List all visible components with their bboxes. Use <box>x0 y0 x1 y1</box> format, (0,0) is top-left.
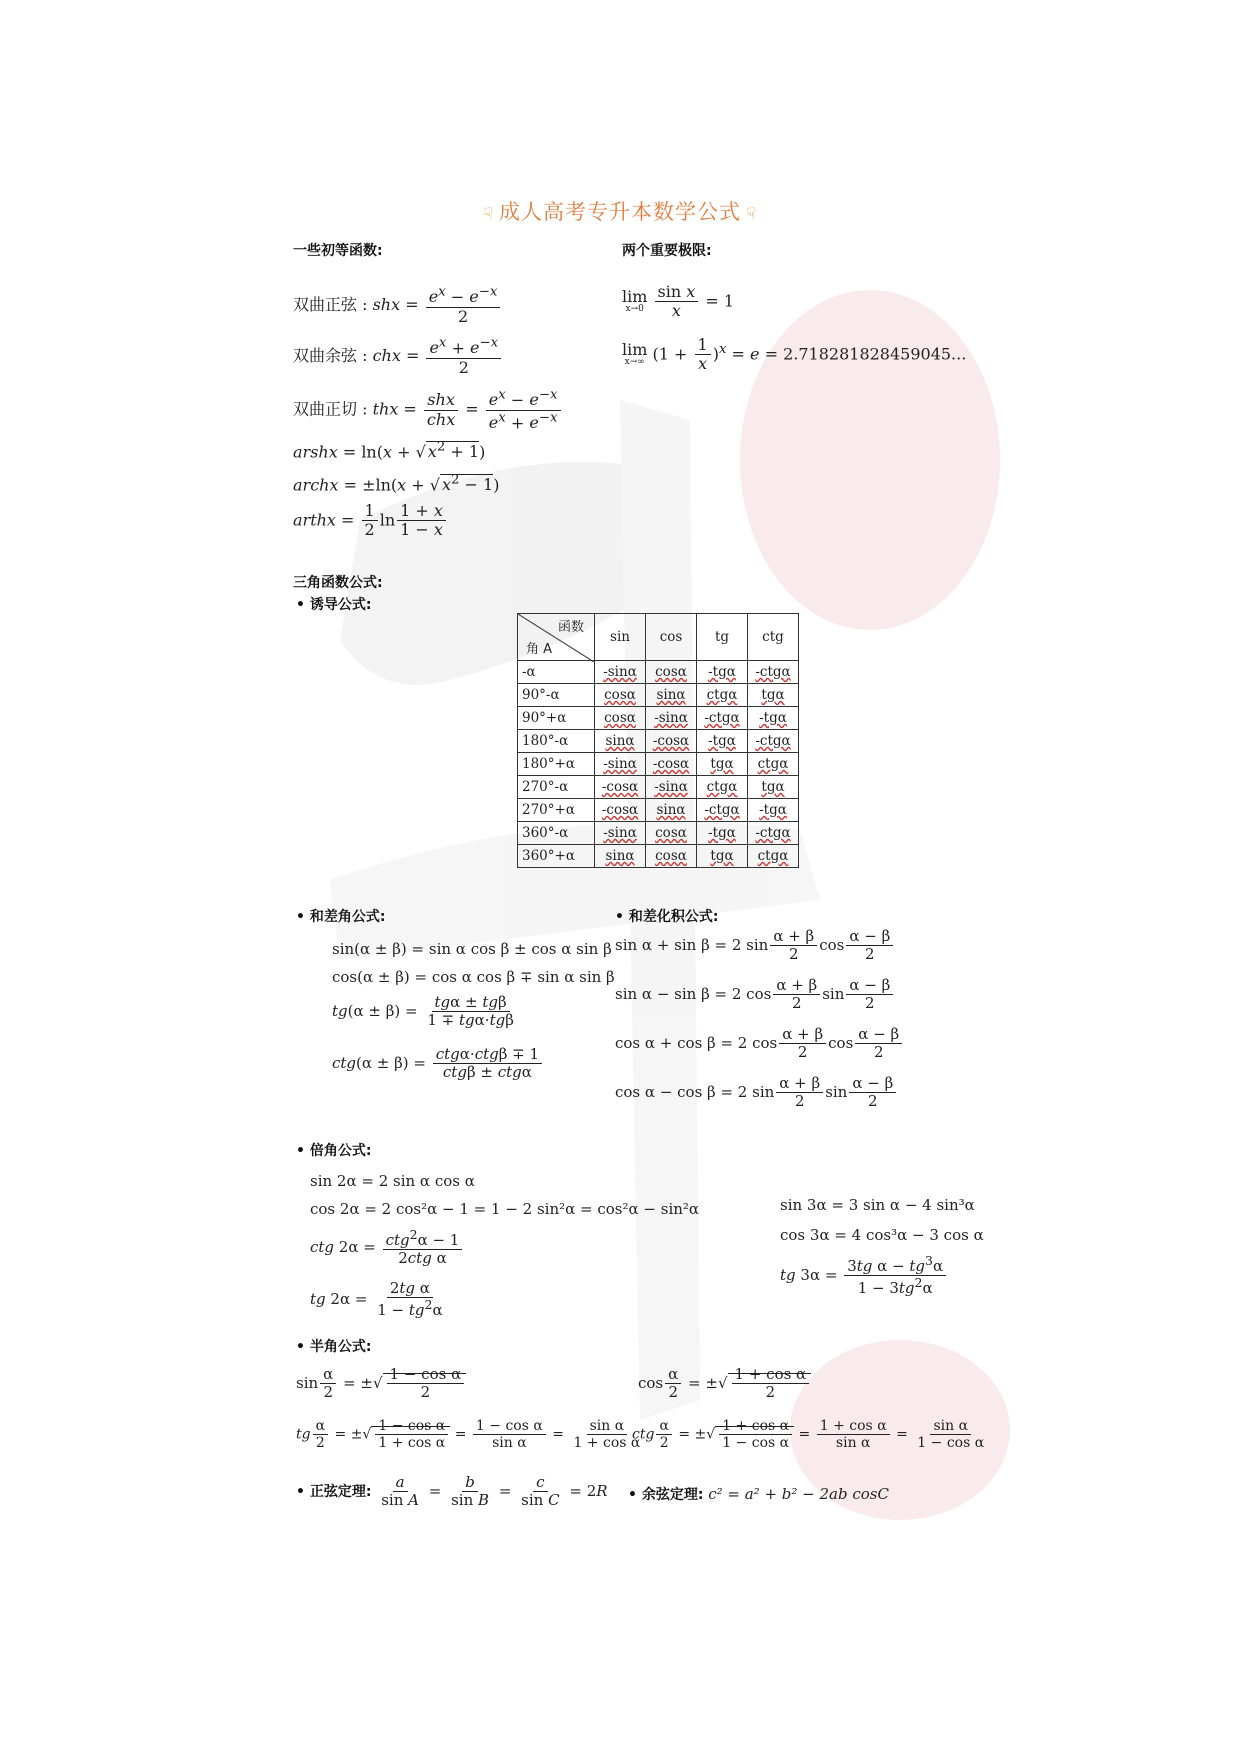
formula-tg-half: tg $\frac{\alpha}{2}$ = ±√ $\frac{\text{1 − cos α}}{\text{1 + cos α}}$ = $\frac{\text{1 − cos α}}{\text{sin α}}$ = $\frac{\text{sin α}}{\text{1 + cos α}}$ <box>296 1418 641 1452</box>
table-cell <box>646 707 697 730</box>
section-important-limits: 两个重要极限: <box>622 243 712 259</box>
formula-sin2a: sin 2α = 2 sin α cos α <box>310 1172 475 1190</box>
formula-tg2a: tg 2α = $\frac{\text{2tg α}}{1 - tg^2\alpha}$ <box>310 1279 443 1320</box>
table-cell <box>595 730 646 753</box>
induction-table <box>517 613 799 868</box>
column-header: cos <box>646 614 697 661</box>
corner-label-function: 函数 <box>557 620 584 635</box>
formula-sin-minus-sin: sin α − sin β = 2 cos $\frac{\alpha + \beta}{2}$ sin $\frac{\alpha - \beta}{2}$ <box>615 977 895 1013</box>
cell-value: cosα <box>655 848 687 864</box>
cell-value: -cosα <box>652 733 690 749</box>
label-sine-law: • 正弦定理: <box>296 1483 372 1500</box>
label-cosh: 双曲余弦 <box>293 346 358 366</box>
cell-value: -ctgα <box>755 733 791 749</box>
row-angle: 180°-α <box>518 730 595 753</box>
table-cell <box>595 753 646 776</box>
formula-sin3a: sin 3α = 3 sin α − 4 sin³α <box>780 1196 975 1214</box>
cell-value: ctgα <box>706 687 738 703</box>
cell-value: tgα <box>710 848 734 864</box>
table-cell <box>646 684 697 707</box>
row-angle: 180°+α <box>518 753 595 776</box>
pointing-hand-icon: ☟ <box>746 204 757 223</box>
row-angle: 360°+α <box>518 845 595 868</box>
formula-ctg2a: ctg 2α = $\frac{ctg^2\alpha - 1}{\text{2ctg α}}$ <box>310 1228 464 1268</box>
formula-sine-law: • 正弦定理: $\frac{a}{\text{sin A}}$ = $\frac{b}{\text{sin B}}$ = $\frac{c}{\text{sin C}}$ = 2R <box>296 1473 608 1510</box>
column-header: sin <box>595 614 646 661</box>
formula-sinh: 双曲正弦 : shx = $\frac{e^x - e^{-x}}{2}$ <box>293 285 502 326</box>
pointing-hand-icon: ☟ <box>483 204 494 223</box>
cell-value: ctgα <box>757 756 789 772</box>
cell-value: -tgα <box>708 664 736 680</box>
cell-value: -ctgα <box>704 710 740 726</box>
formula-cos-sum: cos(α ± β) = cos α cos β ∓ sin α sin β <box>332 968 615 986</box>
formula-artanh: arthx = $\frac{1}{2}$ ln $\frac{1 + x}{1 - x}$ <box>293 502 448 540</box>
table-cell <box>697 776 748 799</box>
table-cell <box>748 753 799 776</box>
table-cell <box>697 799 748 822</box>
section-elementary-functions: 一些初等函数: <box>293 243 383 259</box>
section-trig: 三角函数公式: <box>293 575 383 591</box>
row-angle: 270°+α <box>518 799 595 822</box>
formula-cos3a: cos 3α = 4 cos³α − 3 cos α <box>780 1226 984 1244</box>
table-cell <box>697 753 748 776</box>
cell-value: -tgα <box>708 733 736 749</box>
cell-value: ctgα <box>706 779 738 795</box>
formula-tanh: 双曲正切 : thx = $\frac{\text{shx}}{\text{chx}}$ = $\frac{e^x - e^{-x}}{e^x + e^{-x}}$ <box>293 388 563 432</box>
section-double-angle: • 倍角公式: <box>296 1143 372 1159</box>
formula-cosine-law <box>628 1484 889 1504</box>
row-angle: 90°-α <box>518 684 595 707</box>
section-sum-difference: • 和差角公式: <box>296 909 386 925</box>
table-row <box>518 753 799 776</box>
table-corner <box>518 614 595 661</box>
formula-ctg-sum: ctg(α ± β) = $\frac{\text{ctgα·ctgβ ∓ 1}}{\text{ctgβ ± ctgα}}$ <box>332 1046 544 1082</box>
table-cell <box>697 822 748 845</box>
table-cell <box>697 730 748 753</box>
page-title: ☟ 成人高考专升本数学公式 ☟ <box>483 200 757 224</box>
label-tanh: 双曲正切 <box>293 399 358 419</box>
cell-value: -cosα <box>652 756 690 772</box>
table-cell <box>595 661 646 684</box>
cell-value: -tgα <box>759 802 787 818</box>
cell-value: sinα <box>605 733 635 749</box>
row-angle: -α <box>518 661 595 684</box>
cell-value: ctgα <box>757 848 789 864</box>
table-row <box>518 822 799 845</box>
formula-tg3a: tg 3α = $\frac{3tg \alpha - tg^3\alpha}{1 - 3tg^2\alpha}$ <box>780 1254 948 1298</box>
table-cell <box>646 753 697 776</box>
table-cell <box>646 799 697 822</box>
cell-value: tgα <box>761 779 785 795</box>
row-angle: 90°+α <box>518 707 595 730</box>
cell-value: tgα <box>710 756 734 772</box>
column-header: ctg <box>748 614 799 661</box>
table-cell <box>646 776 697 799</box>
section-induction: • 诱导公式: <box>296 597 372 613</box>
table-row <box>518 730 799 753</box>
table-cell <box>646 822 697 845</box>
section-half-angle: • 半角公式: <box>296 1339 372 1355</box>
table-cell <box>697 661 748 684</box>
table-cell <box>748 661 799 684</box>
table-cell <box>646 730 697 753</box>
cell-value: tgα <box>761 687 785 703</box>
cell-value: -ctgα <box>704 802 740 818</box>
formula-ctg-half: ctg $\frac{\alpha}{2}$ = ±√ $\frac{\text{1 + cos α}}{\text{1 − cos α}}$ = $\frac{\text{1 + cos α}}{\text{sin α}}$ = $\frac{\text{sin α}}{\text{1 − cos α}}$ <box>632 1418 985 1452</box>
formula-cos-half: cos $\frac{\alpha}{2}$ = ±√ $\frac{\text{1 + cos α}}{2}$ <box>638 1366 811 1402</box>
formula-sin-sum: sin(α ± β) = sin α cos β ± cos α sin β <box>332 940 612 958</box>
table-cell <box>595 707 646 730</box>
formula-tg-sum: tg(α ± β) = $\frac{\text{tgα ± tgβ}}{\text{1 ∓ tgα·tgβ}}$ <box>332 993 514 1030</box>
cell-value: -sinα <box>603 825 637 841</box>
formula-arsinh: arshx = ln(x + √ $x^2 + 1$) <box>293 440 486 462</box>
table-cell <box>748 845 799 868</box>
row-angle: 360°-α <box>518 822 595 845</box>
formula-cos2a: cos 2α = 2 cos²α − 1 = 1 − 2 sin²α = cos²α − sin²α <box>310 1200 700 1218</box>
table-row <box>518 661 799 684</box>
table-row <box>518 799 799 822</box>
formula-limit-sinx: lim x→0 $\frac{\text{sin x}}{x}$ = 1 <box>622 282 735 321</box>
cell-value: -cosα <box>601 779 639 795</box>
cell-value: cosα <box>604 710 636 726</box>
cell-value: -cosα <box>601 802 639 818</box>
cell-value: -sinα <box>654 710 688 726</box>
formula-cos-plus-cos: cos α + cos β = 2 cos $\frac{\alpha + \beta}{2}$ cos $\frac{\alpha - \beta}{2}$ <box>615 1026 904 1062</box>
formula-cos-minus-cos: cos α − cos β = 2 sin $\frac{\alpha + \beta}{2}$ sin $\frac{\alpha - \beta}{2}$ <box>615 1075 898 1111</box>
cell-value: sinα <box>656 802 686 818</box>
formula-limit-e: lim x→∞ (1 + $\frac{1}{x}$ )$^x$ = e = 2.718281828459045... <box>622 335 967 374</box>
label-cosine-law: • 余弦定理: <box>628 1487 704 1503</box>
table-cell <box>748 776 799 799</box>
table-cell <box>697 845 748 868</box>
table-row <box>518 707 799 730</box>
formula-sin-plus-sin: sin α + sin β = 2 sin $\frac{\alpha + \beta}{2}$ cos $\frac{\alpha - \beta}{2}$ <box>615 928 895 964</box>
cell-value: -sinα <box>654 779 688 795</box>
table-cell <box>646 661 697 684</box>
table-row <box>518 776 799 799</box>
cell-value: cosα <box>655 664 687 680</box>
cell-value: -tgα <box>759 710 787 726</box>
table-cell <box>595 799 646 822</box>
label-sinh: 双曲正弦 <box>293 295 358 315</box>
table-cell <box>595 822 646 845</box>
formula-arcosh: archx = ±ln(x + √ $x^2 - 1$) <box>293 473 500 495</box>
table-row <box>518 684 799 707</box>
table-cell <box>646 845 697 868</box>
cell-value: -ctgα <box>755 825 791 841</box>
cell-value: -ctgα <box>755 664 791 680</box>
table-cell <box>595 684 646 707</box>
table-cell <box>595 845 646 868</box>
table-cell <box>748 799 799 822</box>
column-header: tg <box>697 614 748 661</box>
formula-cosh: 双曲余弦 : chx = $\frac{e^x + e^{-x}}{2}$ <box>293 336 503 377</box>
corner-label-angle: 角 A <box>526 642 553 657</box>
cell-value: sinα <box>656 687 686 703</box>
table-cell <box>748 707 799 730</box>
cell-value: sinα <box>605 848 635 864</box>
cell-value: -tgα <box>708 825 736 841</box>
cell-value: -sinα <box>603 756 637 772</box>
section-sum-to-product: • 和差化积公式: <box>615 909 719 925</box>
table-cell <box>748 822 799 845</box>
table-cell <box>748 684 799 707</box>
cosine-law-text: c² = a² + b² − 2ab cosC <box>708 1485 889 1503</box>
cell-value: cosα <box>604 687 636 703</box>
row-angle: 270°-α <box>518 776 595 799</box>
table-cell <box>748 730 799 753</box>
table-cell <box>595 776 646 799</box>
formula-sin-half: sin $\frac{\alpha}{2}$ = ±√ $\frac{\text{1 − cos α}}{2}$ <box>296 1366 466 1402</box>
cell-value: cosα <box>655 825 687 841</box>
cell-value: -sinα <box>603 664 637 680</box>
table-cell <box>697 684 748 707</box>
table-row <box>518 845 799 868</box>
table-cell <box>697 707 748 730</box>
